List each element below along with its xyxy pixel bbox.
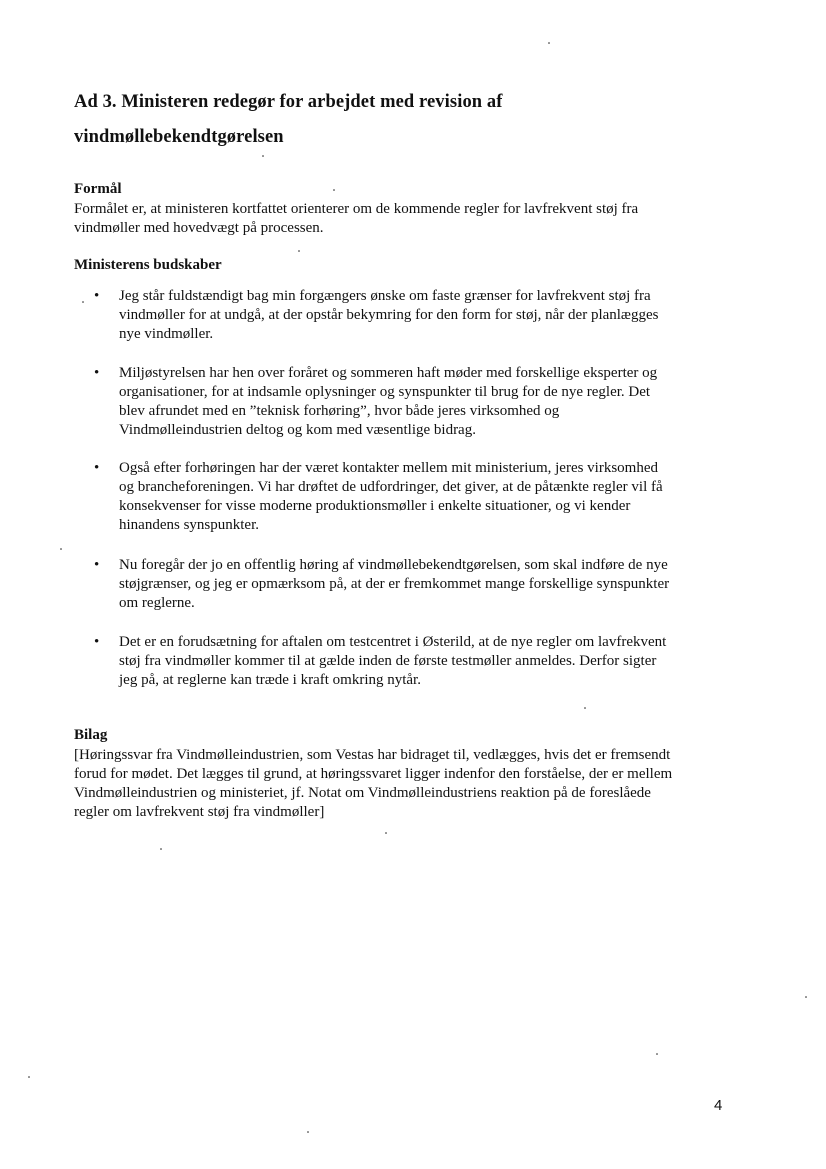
budskab-line: og brancheforeningen. Vi har drøftet de udfordringer, det giver, at de påtænkte regler vil få [119, 479, 663, 495]
budskab-text [119, 633, 729, 690]
scan-speck [262, 155, 264, 157]
bilag-paragraph [74, 746, 754, 822]
budskab-line: hinandens synspunkter. [119, 517, 259, 533]
scan-speck [82, 301, 84, 303]
formaal-line: vindmøller med hovedvægt på processen. [74, 220, 324, 236]
page-title-line-1: Ad 3. Ministeren redegør for arbejdet med revision af [74, 92, 503, 112]
page-number: 4 [714, 1097, 723, 1114]
scan-speck [656, 1053, 658, 1055]
budskab-line: Miljøstyrelsen har hen over foråret og sommeren haft møder med forskellige eksperter og [119, 365, 658, 381]
budskab-line: vindmøller for at undgå, at der opstår bekymring for den form for støj, når der planlægges [119, 307, 659, 323]
bullet-icon: • [94, 634, 100, 650]
scan-speck [584, 707, 586, 709]
budskaber-heading: Ministerens budskaber [74, 257, 222, 273]
budskab-line: nye vindmøller. [119, 326, 214, 342]
budskab-text [119, 459, 729, 535]
scan-speck [307, 1131, 309, 1133]
bullet-icon: • [94, 557, 100, 573]
budskab-line: blev afrundet med en ”teknisk forhøring”, hvor både jeres virksomhed og [119, 403, 560, 419]
bullet-icon: • [94, 288, 100, 304]
bilag-line: forud for mødet. Det lægges til grund, at høringssvaret ligger indenfor den forståelse, der er mellem [74, 766, 673, 782]
scan-speck [548, 42, 550, 44]
budskab-line: støjgrænser, og jeg er opmærksom på, at der er fremkommet mange forskellige synspunkter [119, 576, 670, 592]
scan-speck [298, 250, 300, 252]
bilag-line: regler om lavfrekvent støj fra vindmøller] [74, 804, 325, 820]
budskab-text [119, 287, 729, 344]
budskab-line: Jeg står fuldstændigt bag min forgængers ønske om faste grænser for lavfrekvent støj fra [119, 288, 651, 304]
budskab-line: Nu foregår der jo en offentlig høring af vindmøllebekendtgørelsen, som skal indføre de nye [119, 557, 668, 573]
page-title-line-2: vindmøllebekendtgørelsen [74, 127, 284, 147]
budskab-line: Vindmølleindustrien deltog og kom med væsentlige bidrag. [119, 422, 476, 438]
bilag-line: [Høringssvar fra Vindmølleindustrien, som Vestas har bidraget til, vedlægges, hvis det er fremsendt [74, 747, 671, 763]
budskab-text [119, 364, 729, 440]
scan-speck [28, 1076, 30, 1078]
bullet-icon: • [94, 460, 100, 476]
scan-speck [333, 189, 335, 191]
bilag-heading: Bilag [74, 727, 108, 743]
scan-speck [805, 996, 807, 998]
budskab-line: organisationer, for at indsamle oplysninger og synspunkter til brug for de nye regler. Det [119, 384, 651, 400]
scan-speck [385, 832, 387, 834]
bilag-line: Vindmølleindustrien og ministeriet, jf. Notat om Vindmølleindustriens reaktion på de foreslåede [74, 785, 651, 801]
budskab-line: om reglerne. [119, 595, 195, 611]
budskab-line: Det er en forudsætning for aftalen om testcentret i Østerild, at de nye regler om lavfrekvent [119, 634, 667, 650]
bullet-icon: • [94, 365, 100, 381]
budskab-line: støj fra vindmøller kommer til at gælde inden de første testmøller anmeldes. Derfor sigter [119, 653, 657, 669]
budskab-text [119, 556, 729, 613]
budskab-line: Også efter forhøringen har der været kontakter mellem mit ministerium, jeres virksomhed [119, 460, 659, 476]
budskab-line: konsekvenser for visse moderne produktionsmøller i enkelte situationer, og vi kender [119, 498, 631, 514]
scan-speck [60, 548, 62, 550]
formaal-heading: Formål [74, 181, 122, 197]
scan-speck [160, 848, 162, 850]
formaal-line: Formålet er, at ministeren kortfattet orienterer om de kommende regler for lavfrekvent støj fra [74, 201, 639, 217]
budskab-line: jeg på, at reglerne kan træde i kraft omkring nytår. [119, 672, 421, 688]
formaal-paragraph [74, 200, 734, 238]
